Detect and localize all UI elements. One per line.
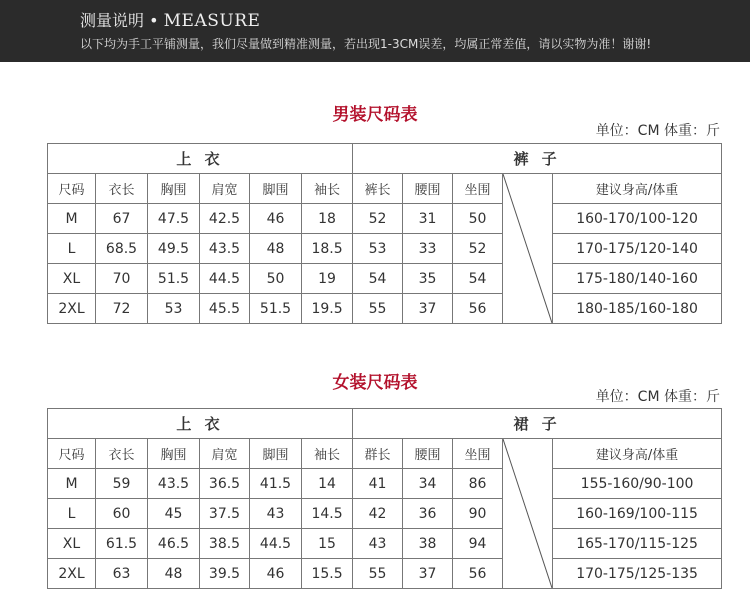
- men-col-header: 尺码: [48, 174, 96, 204]
- women-col-header: 建议身高/体重: [553, 439, 722, 469]
- women-col-header: 袖长: [302, 439, 353, 469]
- men-top-label: 上 衣: [48, 144, 353, 174]
- table-row: [48, 294, 722, 324]
- cell: 54: [353, 264, 403, 294]
- banner-title-en: MEASURE: [163, 11, 261, 31]
- women-col-header: 肩宽: [200, 439, 250, 469]
- cell: 14: [302, 469, 353, 499]
- men-col-header: 建议身高/体重: [553, 174, 722, 204]
- cell: 45.5: [200, 294, 250, 324]
- cell: 53: [353, 234, 403, 264]
- cell: 43.5: [200, 234, 250, 264]
- cell: 170-175/125-135: [553, 559, 722, 589]
- cell: 52: [353, 204, 403, 234]
- men-group-header-row: [48, 144, 722, 174]
- header-banner: [0, 0, 750, 62]
- cell: 46: [250, 559, 302, 589]
- cell: 39.5: [200, 559, 250, 589]
- cell: 61.5: [96, 529, 148, 559]
- banner-title-cn: 测量说明 •: [80, 11, 159, 30]
- cell: M: [48, 204, 96, 234]
- cell: 15.5: [302, 559, 353, 589]
- cell: 70: [96, 264, 148, 294]
- cell: XL: [48, 529, 96, 559]
- banner-title: [80, 8, 260, 31]
- cell: 90: [453, 499, 503, 529]
- cell: 72: [96, 294, 148, 324]
- banner-note: 以下均为手工平铺测量，我们尽量做到精准测量，若出现1-3CM误差，均属正常差值，请以实物为准！谢谢!: [80, 37, 652, 51]
- cell: 47.5: [148, 204, 200, 234]
- cell: 50: [453, 204, 503, 234]
- cell: 180-185/160-180: [553, 294, 722, 324]
- men-col-header: 腰围: [403, 174, 453, 204]
- men-col-header: 肩宽: [200, 174, 250, 204]
- cell: 18: [302, 204, 353, 234]
- cell: 51.5: [250, 294, 302, 324]
- cell: 60: [96, 499, 148, 529]
- cell: 19.5: [302, 294, 353, 324]
- table-row: [48, 204, 722, 234]
- cell: 38: [403, 529, 453, 559]
- men-col-header: 袖长: [302, 174, 353, 204]
- cell: 165-170/115-125: [553, 529, 722, 559]
- women-col-header: 衣长: [96, 439, 148, 469]
- women-col-header: 尺码: [48, 439, 96, 469]
- men-size-table: [47, 143, 722, 324]
- table-row: [48, 469, 722, 499]
- cell: 155-160/90-100: [553, 469, 722, 499]
- cell: 44.5: [250, 529, 302, 559]
- cell: 36: [403, 499, 453, 529]
- cell: 56: [453, 294, 503, 324]
- cell: 2XL: [48, 559, 96, 589]
- men-col-header: 坐围: [453, 174, 503, 204]
- cell: 31: [403, 204, 453, 234]
- women-unit-label: 单位：CM 体重：斤: [595, 389, 720, 405]
- cell: 43: [250, 499, 302, 529]
- cell: 43.5: [148, 469, 200, 499]
- cell: 175-180/140-160: [553, 264, 722, 294]
- cell: 55: [353, 559, 403, 589]
- women-col-header: 腰围: [403, 439, 453, 469]
- cell: 54: [453, 264, 503, 294]
- women-group-header-row: [48, 409, 722, 439]
- men-col-header: 脚围: [250, 174, 302, 204]
- cell: 44.5: [200, 264, 250, 294]
- cell: 86: [453, 469, 503, 499]
- women-col-header: 坐围: [453, 439, 503, 469]
- cell: 37: [403, 559, 453, 589]
- cell: 59: [96, 469, 148, 499]
- cell: 18.5: [302, 234, 353, 264]
- table-row: [48, 559, 722, 589]
- women-column-header-row: [48, 439, 722, 469]
- cell: 46.5: [148, 529, 200, 559]
- men-col-header: 衣长: [96, 174, 148, 204]
- cell: 37.5: [200, 499, 250, 529]
- cell: 68.5: [96, 234, 148, 264]
- cell: 14.5: [302, 499, 353, 529]
- cell: 63: [96, 559, 148, 589]
- cell: 46: [250, 204, 302, 234]
- cell: L: [48, 234, 96, 264]
- cell: M: [48, 469, 96, 499]
- cell: 42: [353, 499, 403, 529]
- cell: 160-170/100-120: [553, 204, 722, 234]
- men-bottom-label: 裤 子: [353, 144, 722, 174]
- cell: 42.5: [200, 204, 250, 234]
- women-col-header: 胸围: [148, 439, 200, 469]
- cell: 15: [302, 529, 353, 559]
- women-col-header: 群长: [353, 439, 403, 469]
- cell: 35: [403, 264, 453, 294]
- cell: 33: [403, 234, 453, 264]
- table-row: [48, 234, 722, 264]
- cell: 2XL: [48, 294, 96, 324]
- men-blank-diagonal-cell: [503, 174, 553, 324]
- cell: 50: [250, 264, 302, 294]
- cell: 51.5: [148, 264, 200, 294]
- cell: 48: [148, 559, 200, 589]
- cell: XL: [48, 264, 96, 294]
- women-size-chart-title: 女装尺码表: [332, 373, 418, 393]
- cell: 19: [302, 264, 353, 294]
- women-top-label: 上 衣: [48, 409, 353, 439]
- men-unit-label: 单位：CM 体重：斤: [595, 123, 720, 139]
- cell: 38.5: [200, 529, 250, 559]
- men-col-header: 胸围: [148, 174, 200, 204]
- table-row: [48, 529, 722, 559]
- cell: 49.5: [148, 234, 200, 264]
- cell: 160-169/100-115: [553, 499, 722, 529]
- cell: 37: [403, 294, 453, 324]
- cell: 45: [148, 499, 200, 529]
- cell: 43: [353, 529, 403, 559]
- cell: 94: [453, 529, 503, 559]
- cell: 170-175/120-140: [553, 234, 722, 264]
- women-col-header: 脚围: [250, 439, 302, 469]
- men-size-chart-title: 男装尺码表: [332, 105, 418, 125]
- cell: 52: [453, 234, 503, 264]
- cell: 41: [353, 469, 403, 499]
- women-size-table: [47, 408, 722, 589]
- cell: 55: [353, 294, 403, 324]
- cell: 56: [453, 559, 503, 589]
- cell: L: [48, 499, 96, 529]
- table-row: [48, 499, 722, 529]
- men-column-header-row: [48, 174, 722, 204]
- women-bottom-label: 裙 子: [353, 409, 722, 439]
- cell: 67: [96, 204, 148, 234]
- cell: 53: [148, 294, 200, 324]
- cell: 34: [403, 469, 453, 499]
- cell: 36.5: [200, 469, 250, 499]
- table-row: [48, 264, 722, 294]
- cell: 48: [250, 234, 302, 264]
- men-col-header: 裤长: [353, 174, 403, 204]
- women-blank-diagonal-cell: [503, 439, 553, 589]
- cell: 41.5: [250, 469, 302, 499]
